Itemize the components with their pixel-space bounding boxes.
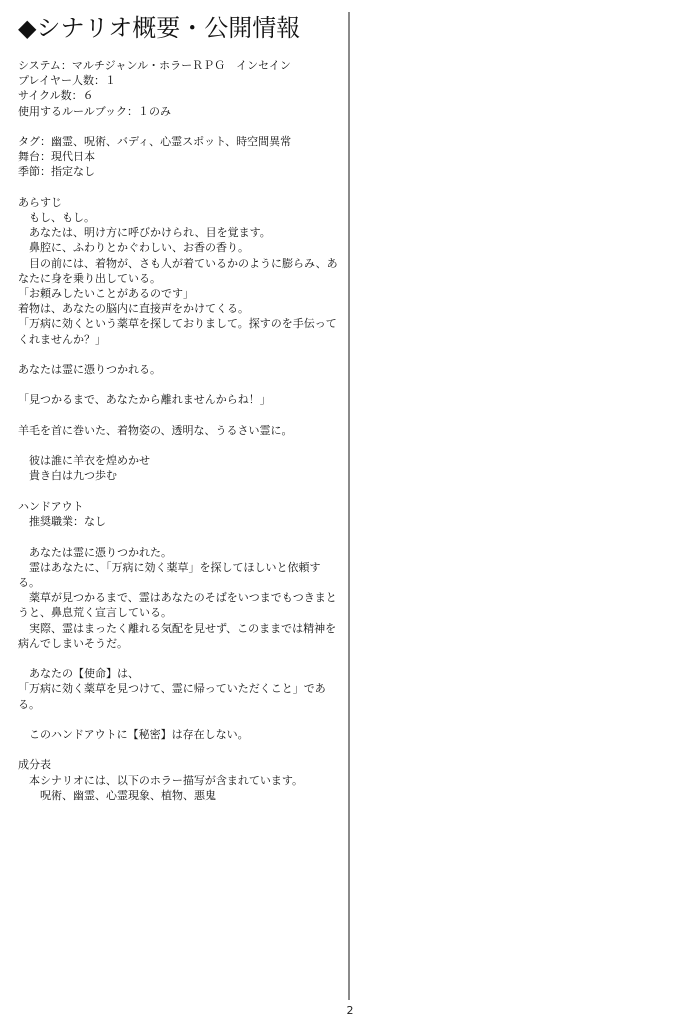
blank-line <box>18 742 338 757</box>
text-line: プレイヤー人数：１ <box>18 74 117 88</box>
page-title: ◆シナリオ概要・公開情報 <box>18 14 301 42</box>
text-line: 彼は誰に羊衣を煌めかせ <box>18 454 150 468</box>
scenario-body-text <box>18 58 338 803</box>
column-divider <box>348 12 350 1000</box>
left-column <box>18 12 338 803</box>
blank-line <box>18 529 338 544</box>
text-line: あなたの【使命】は、 <box>18 667 139 681</box>
text-line: 貴き白は九つ歩む <box>18 469 117 483</box>
text-line: 「見つかるまで、あなたから離れませんからね！」 <box>18 393 271 407</box>
text-line: 目の前には、着物が、さも人が着ているかのように膨らみ、あなたに身を乗り出している。 <box>18 256 338 285</box>
text-line: 霊はあなたに、「万病に効く薬草」を探してほしいと依頼する。 <box>18 560 321 589</box>
text-line: 「お頼みしたいことがあるのです」 <box>18 287 194 301</box>
blank-line <box>18 484 338 499</box>
text-line: 成分表 <box>18 758 51 772</box>
text-line: あなたは霊に憑りつかれた。 <box>18 545 172 559</box>
page-number: 2 <box>346 1004 354 1017</box>
text-line: あなたは霊に憑りつかれる。 <box>18 363 161 377</box>
text-line: ハンドアウト <box>18 499 84 513</box>
blank-line <box>18 180 338 195</box>
text-line: 本シナリオには、以下のホラー描写が含まれています。 <box>18 773 304 787</box>
text-line: 「万病に効くという薬草を探しておりまして。探すのを手伝ってくれませんか？」 <box>18 317 337 346</box>
text-line: 季節：指定なし <box>18 165 95 179</box>
text-line: 使用するルールブック：１のみ <box>18 104 172 118</box>
text-line: あなたは、明け方に呼びかけられ、目を覚ます。 <box>18 226 271 240</box>
text-line: このハンドアウトに【秘密】は存在しない。 <box>18 727 249 741</box>
text-line: 「万病に効く薬草を見つけて、霊に帰っていただくこと」である。 <box>18 682 326 711</box>
blank-line <box>18 119 338 134</box>
text-line: 呪術、幽霊、心霊現象、植物、悪鬼 <box>18 788 216 802</box>
text-line: タグ：幽霊、呪術、バディ、心霊スポット、時空間異常 <box>18 135 292 149</box>
text-line: 実際、霊はまったく離れる気配を見せず、このままでは精神を病んでしまいそうだ。 <box>18 621 337 650</box>
blank-line <box>18 712 338 727</box>
text-line: 薬草が見つかるまで、霊はあなたのそばをいつまでもつきまとうと、鼻息荒く宣言している。 <box>18 591 337 620</box>
text-line: 推奨職業：なし <box>18 515 106 529</box>
blank-line <box>18 377 338 392</box>
text-line: もし、もし。 <box>18 211 95 225</box>
blank-line <box>18 347 338 362</box>
text-line: 舞台：現代日本 <box>18 150 95 164</box>
blank-line <box>18 651 338 666</box>
text-line: システム：マルチジャンル・ホラーＲＰＧ インセイン <box>18 59 291 72</box>
blank-line <box>18 408 338 423</box>
blank-line <box>18 438 338 453</box>
text-line: 着物は、あなたの脳内に直接声をかけてくる。 <box>18 302 249 316</box>
text-line: 羊毛を首に巻いた、着物姿の、透明な、うるさい霊に。 <box>18 423 293 437</box>
text-line: あらすじ <box>18 195 62 209</box>
text-line: サイクル数：６ <box>18 89 94 103</box>
text-line: 鼻腔に、ふわりとかぐわしい、お香の香り。 <box>18 241 249 255</box>
